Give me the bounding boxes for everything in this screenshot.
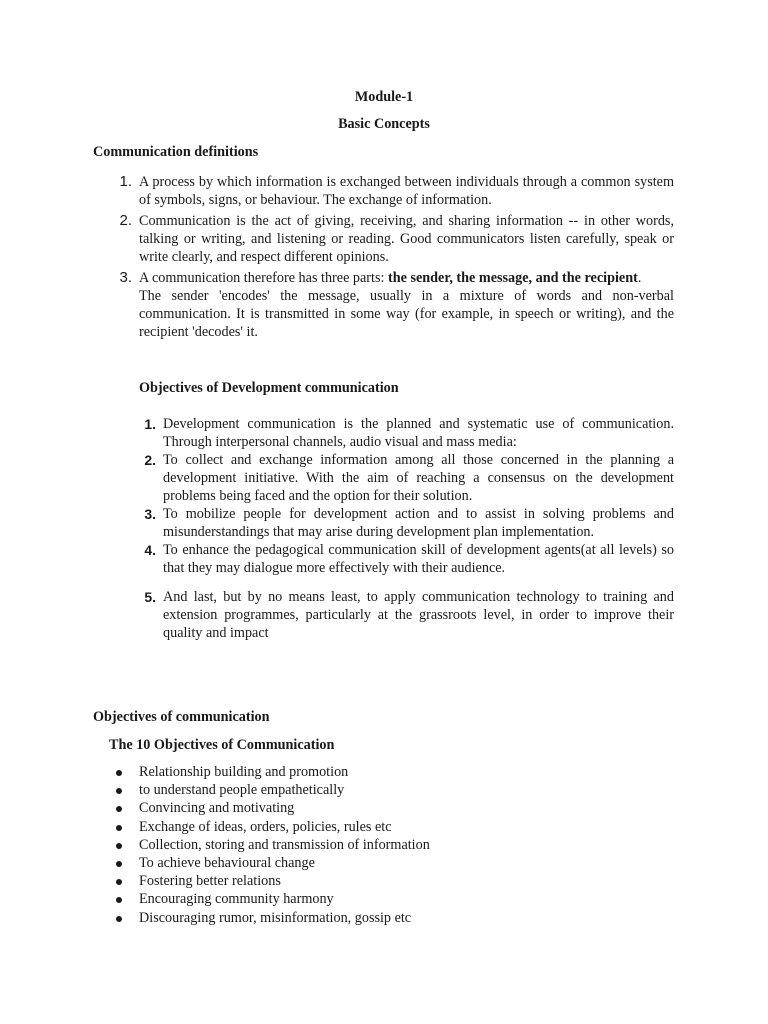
dev-objective-text-2: To collect and exchange information among all those concerned in the planning a development initiative. With the aim of reaching a consensus on the development problems being faced and the option for their solution. <box>163 452 674 504</box>
definition-text-3-pre: A communication therefore has three parts: <box>139 270 388 286</box>
bullet-icon <box>116 825 122 831</box>
list-item <box>112 890 430 908</box>
section-heading-definitions: Communication definitions <box>93 144 259 160</box>
definition-text-3-post: . <box>637 270 642 286</box>
list-number: 4. <box>144 542 156 558</box>
bullet-text: Fostering better relations <box>139 873 281 890</box>
dev-objective-item-1 <box>112 415 674 451</box>
bullet-icon <box>116 879 122 885</box>
bullet-text: Exchange of ideas, orders, policies, rules etc <box>139 818 392 835</box>
section-heading-communication-objectives: Objectives of communication <box>93 709 270 725</box>
bullet-text: Convincing and motivating <box>139 800 295 817</box>
bullet-text: Discouraging rumor, misinformation, gossip etc <box>139 909 412 926</box>
dev-objective-item-5 <box>112 588 674 642</box>
definition-text-1: A process by which information is exchanged between individuals through a common system of symbols, signs, or behaviour. The exchange of information. <box>139 174 674 208</box>
list-item <box>112 781 430 799</box>
list-item <box>112 872 430 890</box>
dev-objective-text-1: Development communication is the planned and systematic use of communication. Through interpersonal channels, audio visual and mass media: <box>163 416 674 450</box>
dev-objective-text-5: And last, but by no means least, to apply communication technology to training and extension programmes, particularly at the grassroots level, in order to improve their quality and impact <box>163 589 674 641</box>
dev-objective-item-4 <box>112 541 674 577</box>
list-number: 3. <box>119 269 132 286</box>
list-item <box>112 818 430 836</box>
bullet-icon <box>116 770 122 776</box>
list-number: 2. <box>144 452 156 468</box>
objectives-bullet-list <box>112 763 430 927</box>
bullet-text: Encouraging community harmony <box>139 891 334 908</box>
list-number: 3. <box>144 506 156 522</box>
definition-text-3 <box>139 269 674 287</box>
bullet-text: To achieve behavioural change <box>139 854 315 871</box>
section-heading-development-objectives: Objectives of Development communication <box>139 380 399 396</box>
definition-text-2: Communication is the act of giving, receiving, and sharing information -- in other words, talking or writing, and listening or reading. Good communicators listen carefully, speak or write clearly, and respect different opinions. <box>139 213 674 265</box>
bullet-icon <box>116 897 122 903</box>
list-number: 5. <box>144 589 156 605</box>
bullet-icon <box>116 788 122 794</box>
definition-text-3-bold: the sender, the message, and the recipient <box>387 270 638 286</box>
definition-text-3-extra: The sender 'encodes' the message, usually in a mixture of words and non-verbal communication. It is transmitted in some way (for example, in speech or writing), and the recipient 'decodes' it. <box>139 288 674 340</box>
bullet-icon <box>116 916 122 922</box>
bullet-text: Relationship building and promotion <box>139 764 349 780</box>
dev-objective-text-4: To enhance the pedagogical communication skill of development agents(at all levels) so that they may dialogue more effectively with their audience. <box>163 542 674 576</box>
bullet-text: Collection, storing and transmission of information <box>139 836 430 853</box>
bullet-icon <box>116 843 122 849</box>
list-number: 1. <box>144 416 156 432</box>
list-item <box>112 799 430 817</box>
list-item <box>112 836 430 854</box>
dev-objective-item-2 <box>112 451 674 505</box>
list-item <box>112 763 430 781</box>
definition-item-3 <box>112 269 674 341</box>
module-title: Module-1 <box>354 89 414 105</box>
dev-objective-item-3 <box>112 505 674 541</box>
list-number: 2. <box>119 212 132 229</box>
bullet-icon <box>116 806 122 812</box>
list-item <box>112 854 430 872</box>
definition-item-1 <box>112 173 674 209</box>
list-item <box>112 909 430 927</box>
list-number: 1. <box>119 173 132 190</box>
bullet-icon <box>116 861 122 867</box>
dev-objective-text-3: To mobilize people for development action and to assist in solving problems and misunderstandings that may arise during development plan implementation. <box>163 506 674 540</box>
document-subtitle: Basic Concepts <box>338 116 430 132</box>
bullet-text: to understand people empathetically <box>139 782 345 799</box>
subheading-ten-objectives: The 10 Objectives of Communication <box>109 737 335 753</box>
definition-item-2 <box>112 212 674 266</box>
